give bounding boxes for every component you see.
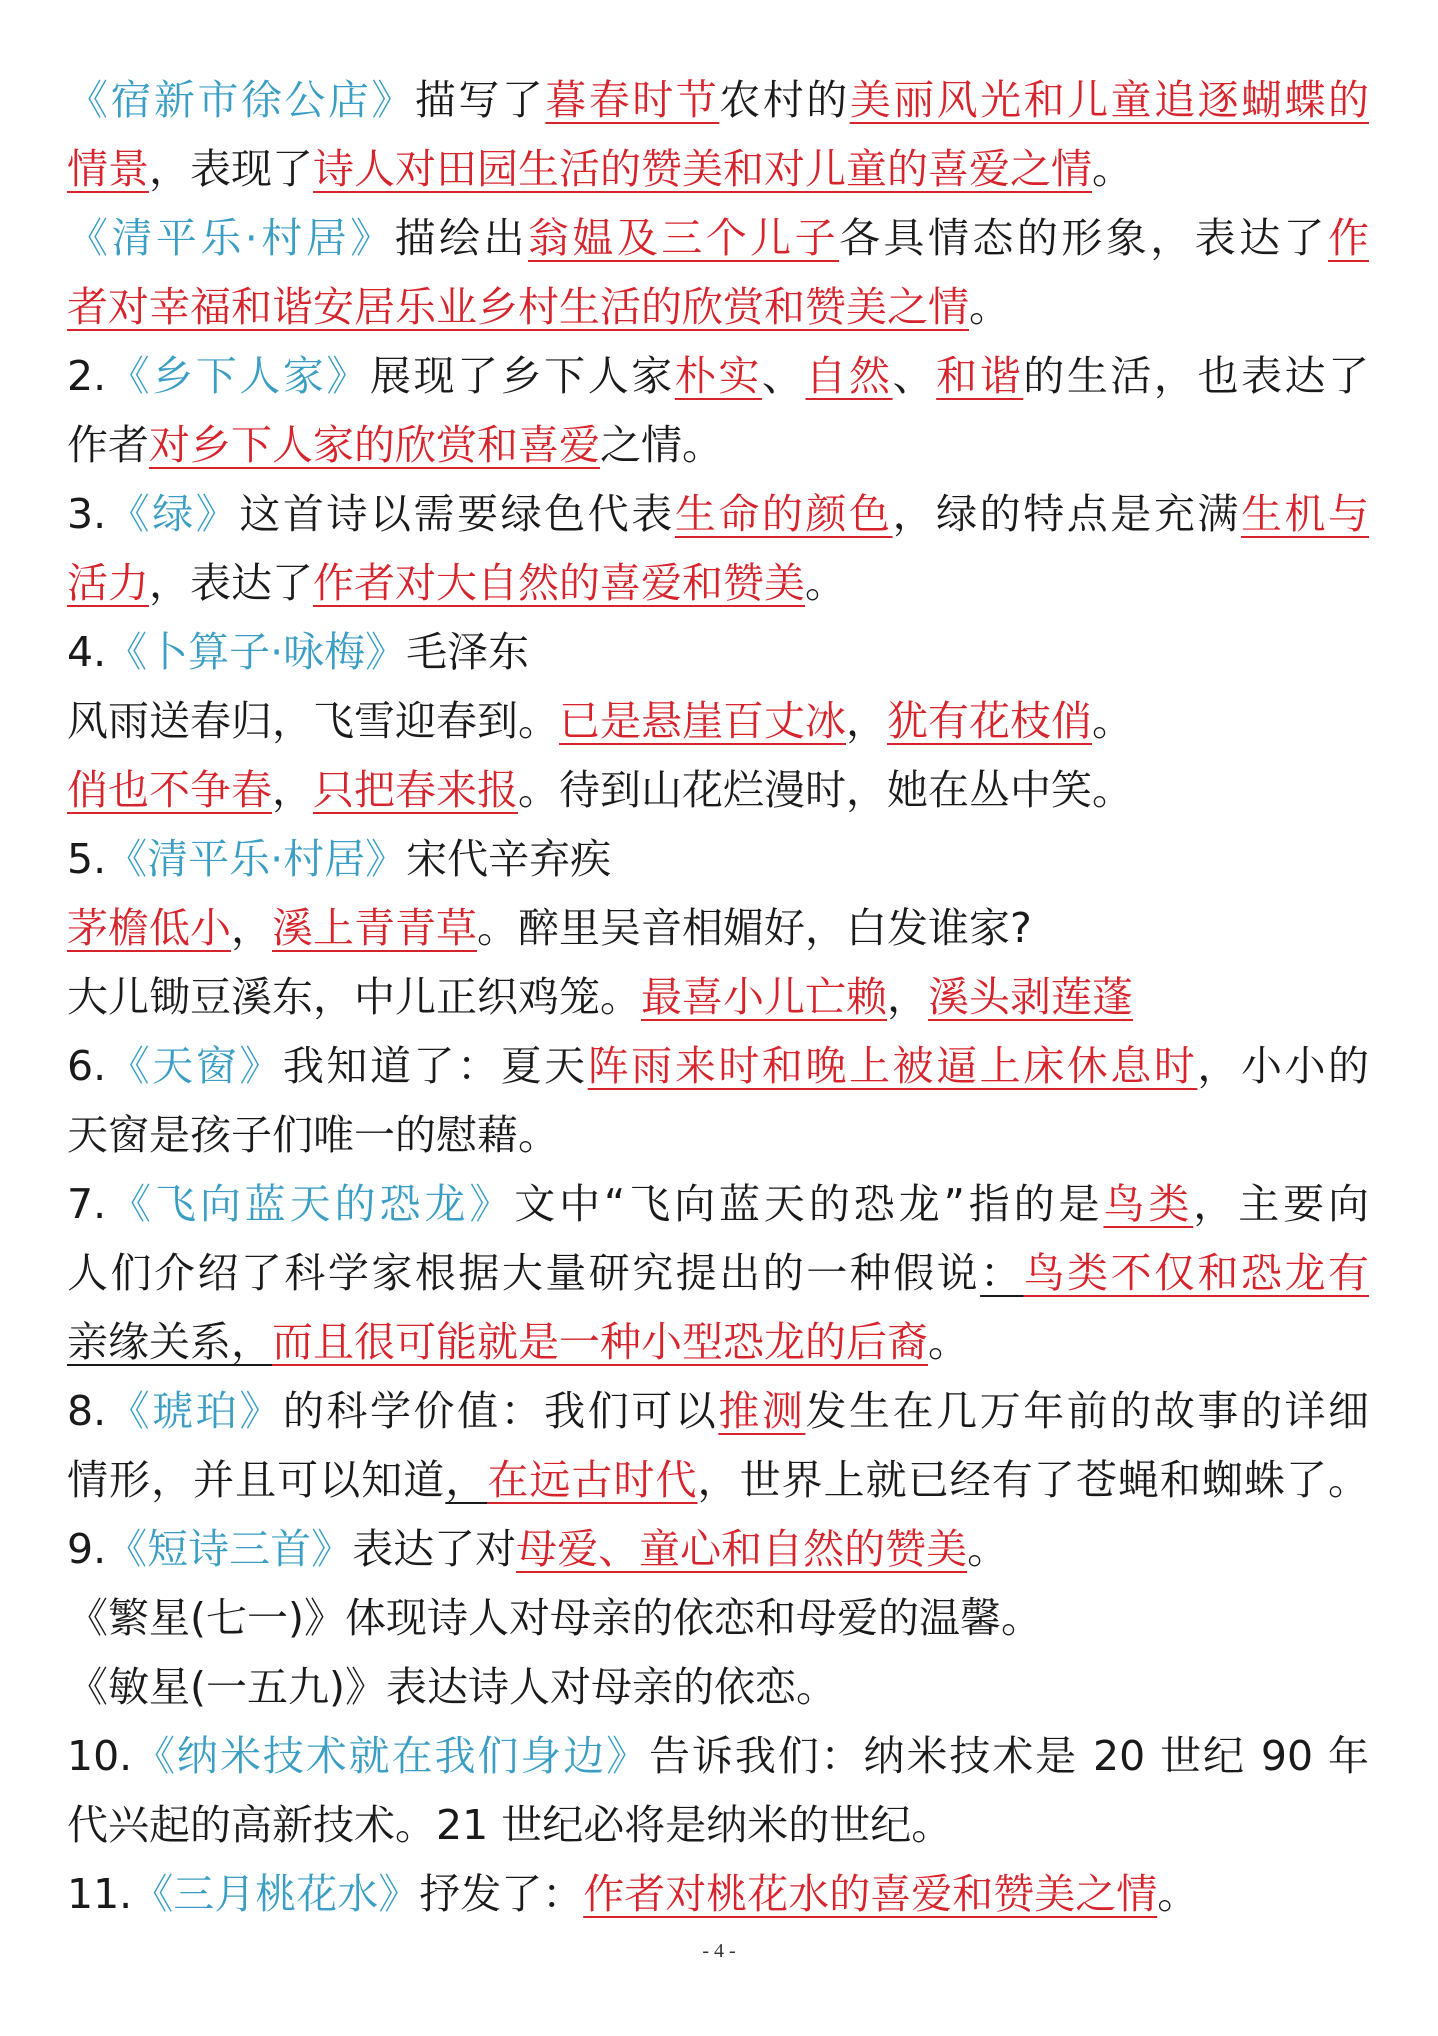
answer-text: 最喜小儿亡赖: [641, 973, 887, 1021]
body-text: ，: [887, 973, 928, 1021]
body-text: ，绿的特点是充满: [892, 490, 1241, 538]
body-text: ，小小的: [1197, 1042, 1369, 1090]
lesson-title: 《卜算子·咏梅》: [106, 628, 407, 676]
body-text: 发生在几万年前的故事的详细: [805, 1387, 1369, 1435]
body-text: ，世界上就已经有了苍蝇和蜘蛛了。: [697, 1456, 1369, 1504]
body-text: 各具情态的形象，表达了: [839, 214, 1329, 262]
answer-text: 犹有花枝俏: [887, 697, 1092, 745]
answer-text: 推测: [718, 1387, 806, 1435]
answer-text: 者对幸福和谐安居乐业乡村生活的欣赏和赞美之情: [67, 283, 969, 331]
body-text: 作者: [67, 421, 149, 469]
answer-text: 暮春时节: [545, 76, 720, 124]
body-text: ，表达了: [149, 559, 313, 607]
lesson-title: 《琥珀》: [106, 1387, 283, 1435]
underlined-text: ，: [445, 1456, 488, 1504]
text-line: [67, 342, 1369, 411]
text-line: [67, 687, 1369, 756]
body-text: 6.: [67, 1042, 107, 1090]
text-line: [67, 549, 1369, 618]
answer-text: 鸟类不仅和恐龙有: [1023, 1249, 1369, 1297]
body-text: 10.: [67, 1732, 133, 1780]
body-text: 。: [1092, 697, 1133, 745]
body-text: ，表现了: [149, 145, 313, 193]
body-text: 。: [969, 283, 1010, 331]
body-text: 大儿锄豆溪东，中儿正织鸡笼。: [67, 973, 641, 1021]
body-text: 、: [761, 352, 806, 400]
lesson-title: 《清平乐·村居》: [106, 835, 407, 883]
answer-text: 而且很可能就是一种小型恐龙的后裔: [272, 1318, 928, 1366]
answer-text: 阵雨来时和晚上被逼上床休息时: [587, 1042, 1198, 1090]
body-text: 。: [928, 1318, 969, 1366]
lesson-title: 《短诗三首》: [106, 1525, 353, 1573]
text-line: [67, 1722, 1369, 1791]
text-line: [67, 480, 1369, 549]
answer-text: 美丽风光和儿童追逐蝴蝶的: [849, 76, 1369, 124]
body-text: 农村的: [719, 76, 850, 124]
body-text: ，: [272, 766, 313, 814]
answer-text: 已是悬崖百丈冰: [559, 697, 846, 745]
answer-text: 溪上青青草: [272, 904, 477, 952]
lesson-title: 《清平乐·村居》: [67, 214, 395, 262]
answer-text: 和谐: [936, 352, 1024, 400]
answer-text: 俏也不争春: [67, 766, 272, 814]
lesson-title: 《天窗》: [106, 1042, 283, 1090]
answer-text: 活力: [67, 559, 149, 607]
answer-text: 朴实: [674, 352, 762, 400]
answer-text: 生机与: [1240, 490, 1369, 538]
text-line: [67, 1170, 1369, 1239]
answer-text: 自然: [805, 352, 893, 400]
body-text: 文中“飞向蓝天的恐龙”指的是: [514, 1180, 1104, 1228]
text-line: [67, 1308, 1369, 1377]
body-text: 告诉我们：纳米技术是 20 世纪 90 年: [649, 1732, 1369, 1780]
body-text: 人们介绍了科学家根据大量研究提出的一种假说: [67, 1249, 981, 1297]
body-text: 。醉里吴音相媚好，白发谁家?: [477, 904, 1032, 952]
body-text: 宋代辛弃疾: [406, 835, 612, 883]
text-line: [67, 1791, 1369, 1860]
body-text: 之情。: [600, 421, 723, 469]
answer-text: 情景: [67, 145, 149, 193]
body-text: 这首诗以需要绿色代表: [239, 490, 675, 538]
answer-text: 作: [1328, 214, 1369, 262]
text-line: [67, 1584, 1369, 1653]
body-text: 表达了对: [352, 1525, 517, 1573]
text-line: [67, 756, 1369, 825]
text-line: [67, 204, 1369, 273]
text-line: [67, 1101, 1369, 1170]
body-text: 描绘出: [394, 214, 528, 262]
body-text: 11.: [67, 1870, 133, 1918]
answer-text: 作者对桃花水的喜爱和赞美之情: [583, 1870, 1158, 1918]
text-line: [67, 135, 1369, 204]
lesson-title: 《纳米技术就在我们身边》: [132, 1732, 650, 1780]
text-line: [67, 66, 1369, 135]
body-text: 。: [805, 559, 846, 607]
body-text: 。: [1157, 1870, 1199, 1918]
body-text: 的科学价值：我们可以: [282, 1387, 719, 1435]
text-line: [67, 963, 1369, 1032]
underlined-text: ：: [980, 1249, 1024, 1297]
text-line: [67, 825, 1369, 894]
body-text: 展现了乡下人家: [369, 352, 675, 400]
body-text: 《敏星(一五九)》表达诗人对母亲的依恋。: [67, 1663, 837, 1711]
body-text: 。: [967, 1525, 1009, 1573]
answer-text: 母爱、童心和自然的赞美: [516, 1525, 968, 1573]
lesson-title: 《三月桃花水》: [132, 1870, 420, 1918]
answer-text: 鸟类: [1103, 1180, 1194, 1228]
answer-text: 作者对大自然的喜爱和赞美: [313, 559, 805, 607]
body-text: 9.: [67, 1525, 107, 1573]
lesson-title: 《飞向蓝天的恐龙》: [106, 1180, 515, 1228]
text-line: [67, 273, 1369, 342]
text-line: [67, 411, 1369, 480]
body-text: 、: [892, 352, 937, 400]
body-text: 描写了: [414, 76, 546, 124]
underlined-text: 亲缘关系，: [67, 1318, 272, 1366]
text-line: [67, 1515, 1369, 1584]
text-line: [67, 1653, 1369, 1722]
body-text: 风雨送春归，飞雪迎春到。: [67, 697, 559, 745]
answer-text: 诗人对田园生活的赞美和对儿童的喜爱之情: [313, 145, 1092, 193]
body-text: 。: [1092, 145, 1133, 193]
body-text: 3.: [67, 490, 107, 538]
body-text: 抒发了：: [419, 1870, 584, 1918]
body-text: 毛泽东: [406, 628, 530, 676]
answer-text: 在远古时代: [487, 1456, 698, 1504]
body-text: 我知道了：夏天: [282, 1042, 588, 1090]
lesson-title: 《绿》: [106, 490, 240, 538]
answer-text: 只把春来报: [313, 766, 518, 814]
text-body: [67, 66, 1369, 1929]
body-text: ，: [231, 904, 272, 952]
text-line: [67, 1377, 1369, 1446]
answer-text: 对乡下人家的欣赏和喜爱: [149, 421, 600, 469]
lesson-title: 《宿新市徐公店》: [67, 76, 415, 124]
body-text: ，: [846, 697, 887, 745]
body-text: 代兴起的高新技术。21 世纪必将是纳米的世纪。: [67, 1801, 953, 1849]
answer-text: 溪头剥莲蓬: [928, 973, 1133, 1021]
page-number: - 4 -: [702, 1940, 736, 1962]
text-line: [67, 894, 1369, 963]
body-text: 7.: [67, 1180, 107, 1228]
body-text: 2.: [67, 352, 107, 400]
body-text: 情形，并且可以知道: [67, 1456, 446, 1504]
answer-text: 生命的颜色: [674, 490, 893, 538]
body-text: 《繁星(七一)》体现诗人对母亲的依恋和母爱的温馨。: [67, 1594, 1042, 1642]
body-text: 。待到山花烂漫时，她在丛中笑。: [518, 766, 1133, 814]
body-text: 的生活，也表达了: [1023, 352, 1369, 400]
lesson-title: 《乡下人家》: [106, 352, 370, 400]
body-text: ，主要向: [1193, 1180, 1369, 1228]
body-text: 天窗是孩子们唯一的慰藉。: [67, 1111, 559, 1159]
answer-text: 茅檐低小: [67, 904, 231, 952]
body-text: 8.: [67, 1387, 107, 1435]
text-line: [67, 618, 1369, 687]
text-line: [67, 1239, 1369, 1308]
text-line: [67, 1446, 1369, 1515]
answer-text: 翁媪及三个儿子: [527, 214, 840, 262]
text-line: [67, 1860, 1369, 1929]
body-text: 5.: [67, 835, 107, 883]
text-line: [67, 1032, 1369, 1101]
body-text: 4.: [67, 628, 107, 676]
